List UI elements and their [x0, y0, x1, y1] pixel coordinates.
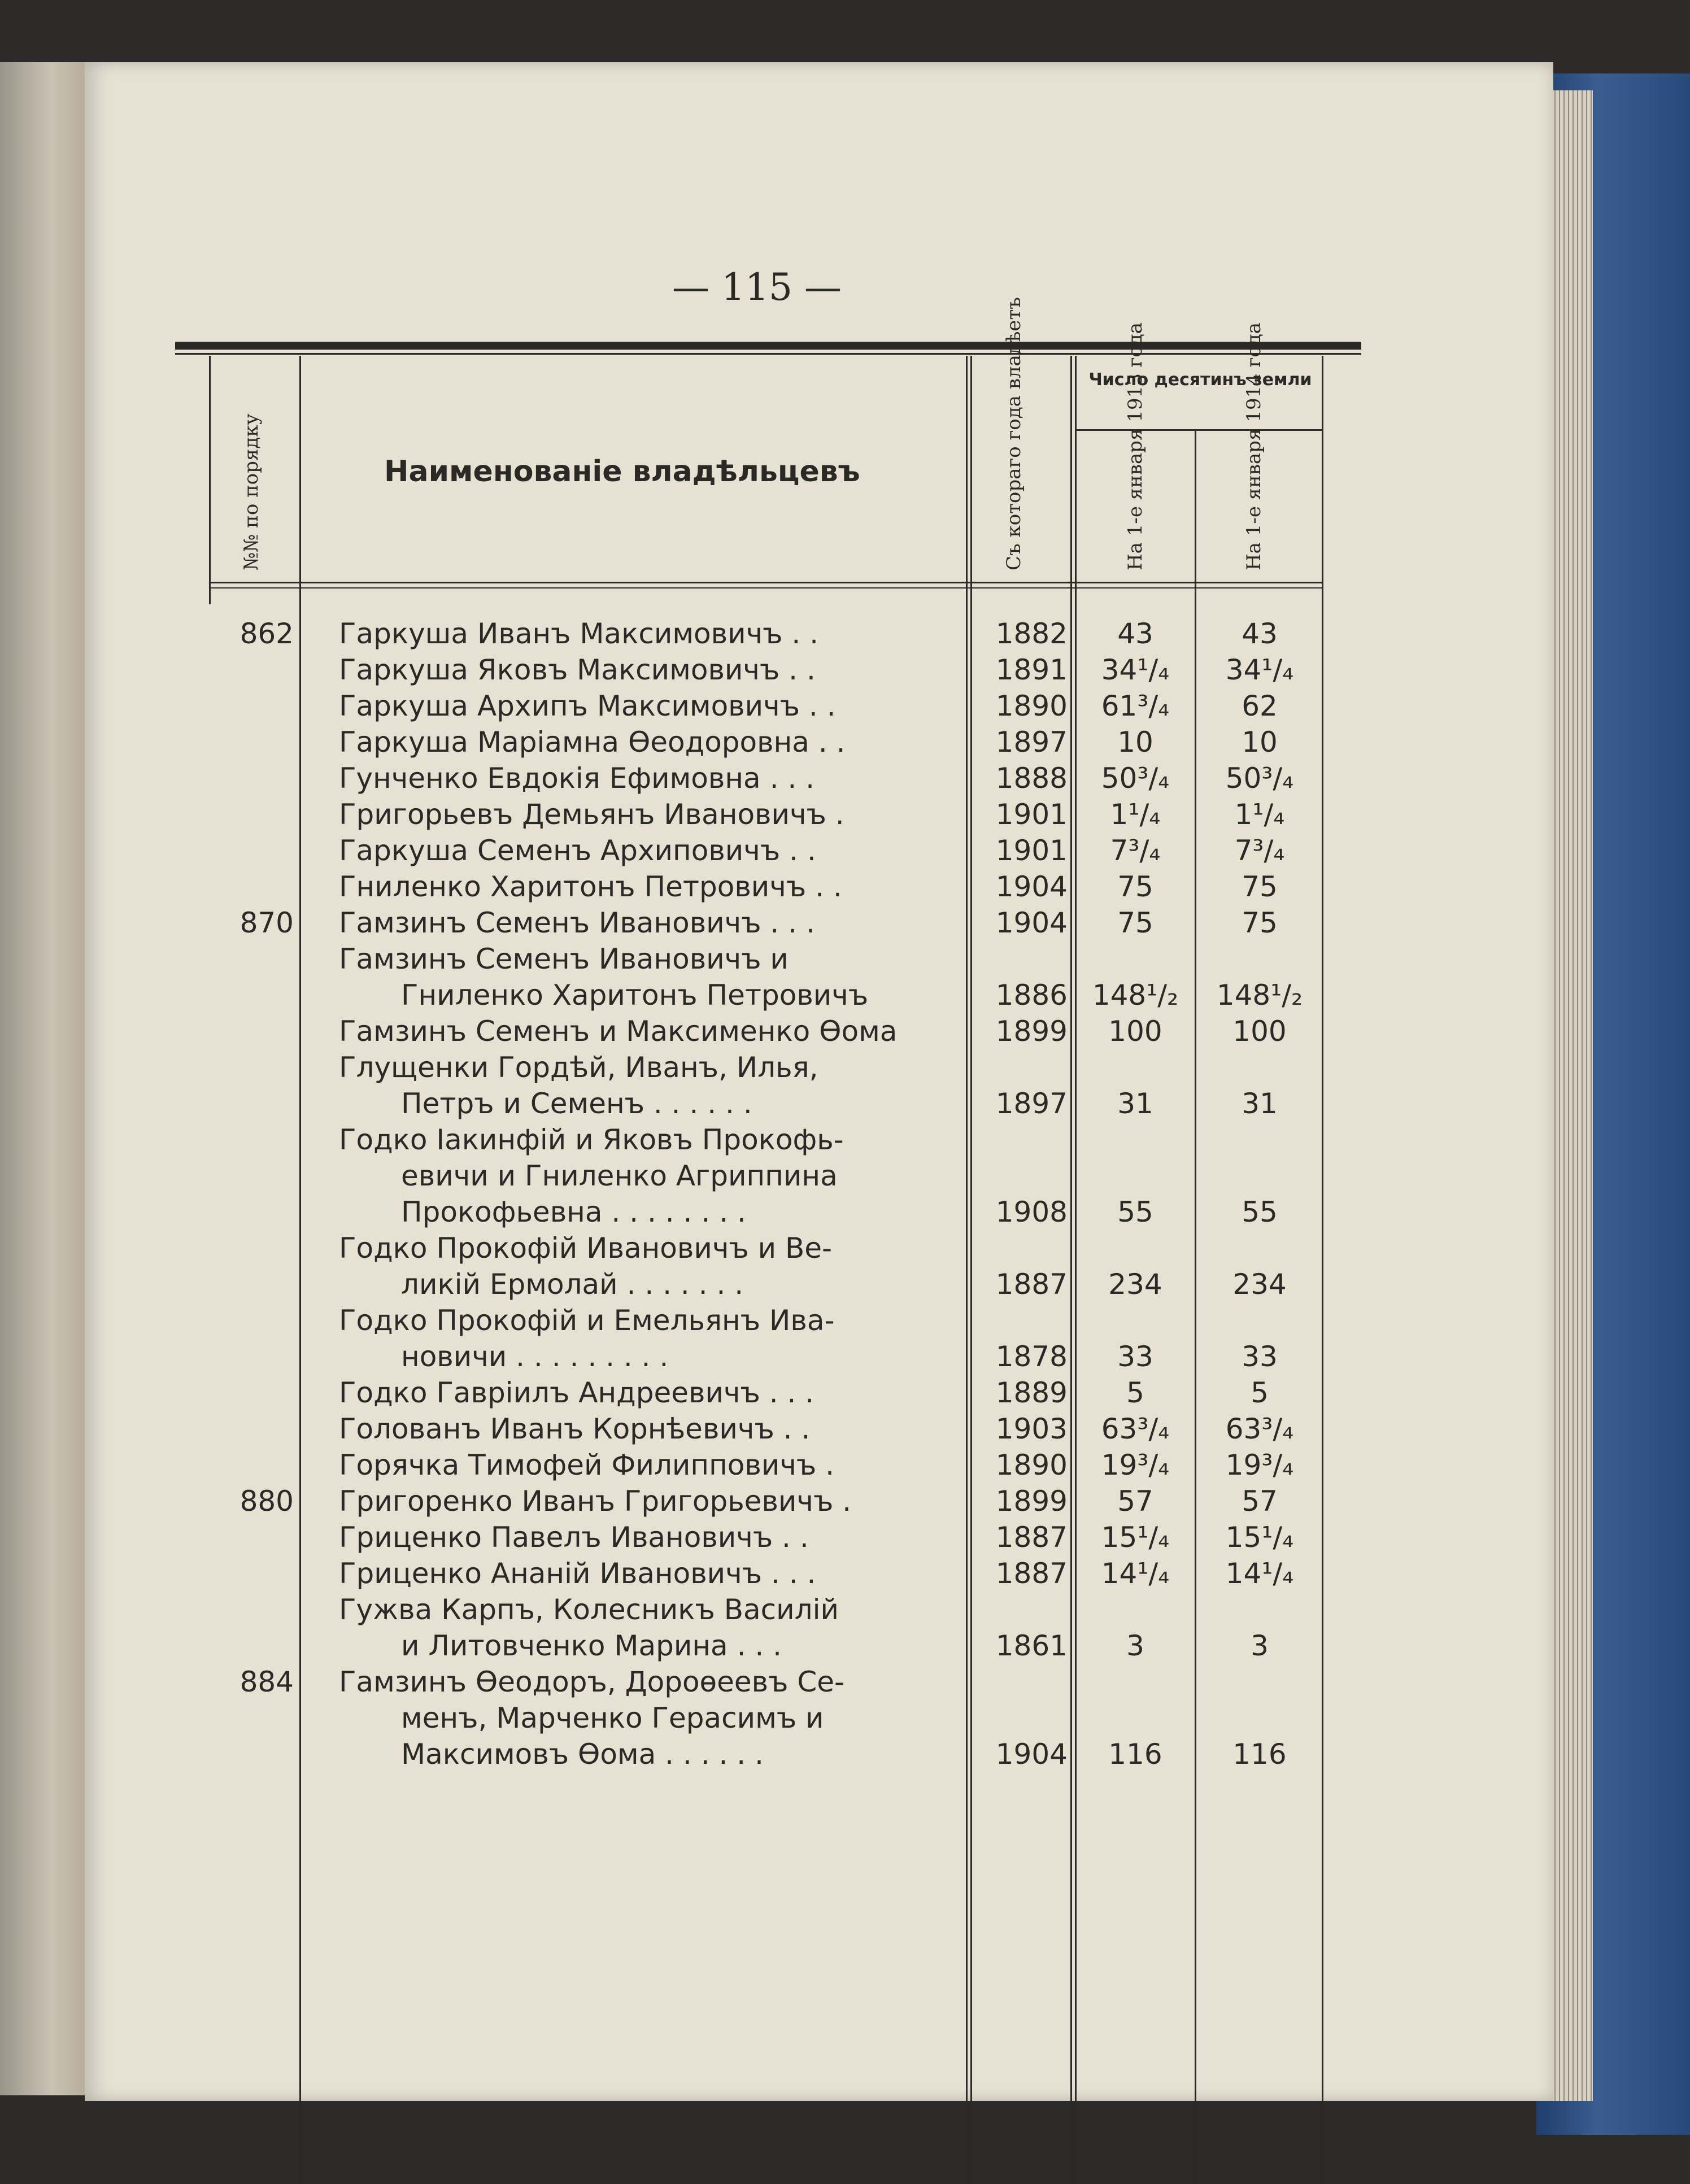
group-header-line	[1075, 429, 1322, 431]
area-1914-cell: 43	[1242, 617, 1278, 650]
row-number: 884	[239, 1666, 294, 1698]
area-1914-cell: 63³/₄	[1225, 1413, 1294, 1445]
area-1914-cell: 57	[1242, 1485, 1278, 1518]
area-1913-cell: 43	[1117, 617, 1153, 650]
owner-name: Горячка Тимофей Филипповичъ .	[339, 1449, 835, 1481]
area-1914-cell: 10	[1242, 726, 1278, 758]
year-cell: 1899	[995, 1015, 1068, 1048]
owner-name: Гаркуша Иванъ Максимовичъ . .	[339, 617, 819, 650]
owner-name: менъ, Марченко Герасимъ и	[401, 1702, 824, 1734]
owner-name: Голованъ Иванъ Корнѣевичъ . .	[339, 1413, 811, 1445]
col-divider-num	[299, 356, 301, 2184]
owner-name: Гриценко Павелъ Ивановичъ . .	[339, 1521, 809, 1554]
owner-name: Гамзинъ Ѳеодоръ, Дороѳеевъ Се-	[339, 1666, 845, 1698]
area-1913-cell: 7³/₄	[1110, 834, 1161, 867]
header-bottom-line	[209, 582, 1322, 583]
year-cell: 1908	[995, 1196, 1068, 1228]
owner-name: Гриценко Ананій Ивановичъ . . .	[339, 1557, 816, 1590]
owner-name: Годко Прокофій Ивановичъ и Ве-	[339, 1232, 833, 1265]
year-cell: 1887	[995, 1268, 1068, 1301]
area-1913-cell: 55	[1117, 1196, 1153, 1228]
area-1913-cell: 63³/₄	[1101, 1413, 1170, 1445]
area-1913-cell: 15¹/₄	[1101, 1521, 1170, 1554]
owner-name: Гужва Карпъ, Колесникъ Василій	[339, 1593, 839, 1626]
owner-name: Годко Прокофій и Емельянъ Ива-	[339, 1304, 835, 1337]
area-1914-cell: 31	[1242, 1087, 1278, 1120]
area-1914-cell: 55	[1242, 1196, 1278, 1228]
owner-name: евичи и Гниленко Агриппина	[401, 1159, 838, 1192]
owner-name: Годко Гавріилъ Андреевичъ . . .	[339, 1376, 814, 1409]
header-group: Число десятинъ земли	[1088, 370, 1312, 390]
year-cell: 1889	[995, 1376, 1068, 1409]
owner-name: Петръ и Семенъ . . . . . .	[401, 1087, 752, 1120]
area-1914-cell: 116	[1232, 1738, 1287, 1771]
col-divider-name	[966, 356, 968, 2184]
owner-name: Годко Іакинфій и Яковъ Прокофь-	[339, 1123, 844, 1156]
owner-name: Гаркуша Яковъ Максимовичъ . .	[339, 653, 816, 686]
owner-name: Гамзинъ Семенъ Ивановичъ и	[339, 943, 789, 975]
area-1913-cell: 33	[1117, 1340, 1153, 1373]
row-number: 862	[239, 617, 294, 650]
year-cell: 1904	[995, 870, 1068, 903]
header-num: №№ по порядку	[240, 413, 263, 570]
year-cell: 1897	[995, 726, 1068, 758]
border-left	[209, 356, 211, 604]
header-since: Съ котораго года владѣетъ	[1003, 297, 1025, 570]
year-cell: 1888	[995, 762, 1068, 795]
header-bottom-line-2	[209, 587, 1322, 588]
area-1913-cell: 100	[1108, 1015, 1162, 1048]
area-1914-cell: 34¹/₄	[1225, 653, 1294, 686]
area-1914-cell: 14¹/₄	[1225, 1557, 1294, 1590]
owner-name: Гниленко Харитонъ Петровичъ . .	[339, 870, 842, 903]
page-number: — 115 —	[672, 265, 842, 309]
owner-name: Гаркуша Архипъ Максимовичъ . .	[339, 690, 836, 722]
year-cell: 1897	[995, 1087, 1068, 1120]
area-1913-cell: 75	[1117, 870, 1153, 903]
area-1914-cell: 62	[1242, 690, 1278, 722]
area-1913-cell: 57	[1117, 1485, 1153, 1518]
year-cell: 1887	[995, 1557, 1068, 1590]
owner-name: Гниленко Харитонъ Петровичъ	[401, 979, 869, 1012]
year-cell: 1891	[995, 653, 1068, 686]
left-page-edge	[0, 62, 85, 2095]
area-1913-cell: 50³/₄	[1101, 762, 1170, 795]
header-1914: На 1-е января 1914 года	[1243, 322, 1265, 570]
area-1914-cell: 3	[1251, 1629, 1269, 1662]
area-1913-cell: 10	[1117, 726, 1153, 758]
area-1914-cell: 19³/₄	[1225, 1449, 1294, 1481]
col-divider-year-2	[1075, 356, 1077, 2184]
year-cell: 1861	[995, 1629, 1068, 1662]
year-cell: 1890	[995, 690, 1068, 722]
year-cell: 1886	[995, 979, 1068, 1012]
area-1914-cell: 50³/₄	[1225, 762, 1294, 795]
owner-name: Максимовъ Ѳома . . . . . .	[401, 1738, 764, 1771]
area-1913-cell: 234	[1108, 1268, 1162, 1301]
area-1913-cell: 61³/₄	[1101, 690, 1170, 722]
owner-name: Гаркуша Семенъ Архиповичъ . .	[339, 834, 816, 867]
area-1914-cell: 1¹/₄	[1234, 798, 1285, 831]
area-1914-cell: 100	[1232, 1015, 1287, 1048]
year-cell: 1890	[995, 1449, 1068, 1481]
owner-name: Гамзинъ Семенъ Ивановичъ . . .	[339, 906, 815, 939]
area-1913-cell: 148¹/₂	[1092, 979, 1179, 1012]
header-name: Наименованіе владѣльцевъ	[384, 455, 860, 489]
header-1913: На 1-е января 1913 года	[1124, 322, 1147, 570]
area-1914-cell: 5	[1251, 1376, 1269, 1409]
year-cell: 1882	[995, 617, 1068, 650]
area-1913-cell: 3	[1126, 1629, 1144, 1662]
year-cell: 1899	[995, 1485, 1068, 1518]
area-1914-cell: 7³/₄	[1234, 834, 1285, 867]
year-cell: 1901	[995, 798, 1068, 831]
row-number: 880	[239, 1485, 294, 1518]
area-1913-cell: 1¹/₄	[1110, 798, 1161, 831]
area-1914-cell: 15¹/₄	[1225, 1521, 1294, 1554]
col-divider-1913	[1195, 429, 1196, 2184]
year-cell: 1904	[995, 906, 1068, 939]
area-1914-cell: 234	[1232, 1268, 1287, 1301]
owner-name: Григоренко Иванъ Григорьевичъ .	[339, 1485, 852, 1518]
area-1913-cell: 75	[1117, 906, 1153, 939]
owner-name: Гамзинъ Семенъ и Максименко Ѳома	[339, 1015, 898, 1048]
border-right	[1322, 356, 1323, 2184]
area-1913-cell: 14¹/₄	[1101, 1557, 1170, 1590]
year-cell: 1878	[995, 1340, 1068, 1373]
area-1913-cell: 19³/₄	[1101, 1449, 1170, 1481]
area-1913-cell: 5	[1126, 1376, 1144, 1409]
area-1914-cell: 75	[1242, 906, 1278, 939]
year-cell: 1903	[995, 1413, 1068, 1445]
row-number: 870	[239, 906, 294, 939]
area-1913-cell: 34¹/₄	[1101, 653, 1170, 686]
year-cell: 1904	[995, 1738, 1068, 1771]
area-1913-cell: 116	[1108, 1738, 1162, 1771]
year-cell: 1887	[995, 1521, 1068, 1554]
document-page	[85, 62, 1553, 2101]
area-1914-cell: 148¹/₂	[1216, 979, 1303, 1012]
owner-name: Григорьевъ Демьянъ Ивановичъ .	[339, 798, 844, 831]
owner-name: Глущенки Гордѣй, Иванъ, Илья,	[339, 1051, 818, 1084]
top-rule	[175, 342, 1361, 350]
area-1914-cell: 75	[1242, 870, 1278, 903]
top-rule-thin	[175, 353, 1361, 355]
owner-name: Прокофьевна . . . . . . . .	[401, 1196, 746, 1228]
year-cell: 1901	[995, 834, 1068, 867]
area-1914-cell: 33	[1242, 1340, 1278, 1373]
owner-name: ликій Ермолай . . . . . . .	[401, 1268, 744, 1301]
owner-name: новичи . . . . . . . . .	[401, 1340, 669, 1373]
owner-name: и Литовченко Марина . . .	[401, 1629, 782, 1662]
owner-name: Гаркуша Маріамна Ѳеодоровна . .	[339, 726, 846, 758]
owner-name: Гунченко Евдокія Ефимовна . . .	[339, 762, 815, 795]
col-divider-year	[1070, 356, 1072, 2184]
area-1913-cell: 31	[1117, 1087, 1153, 1120]
